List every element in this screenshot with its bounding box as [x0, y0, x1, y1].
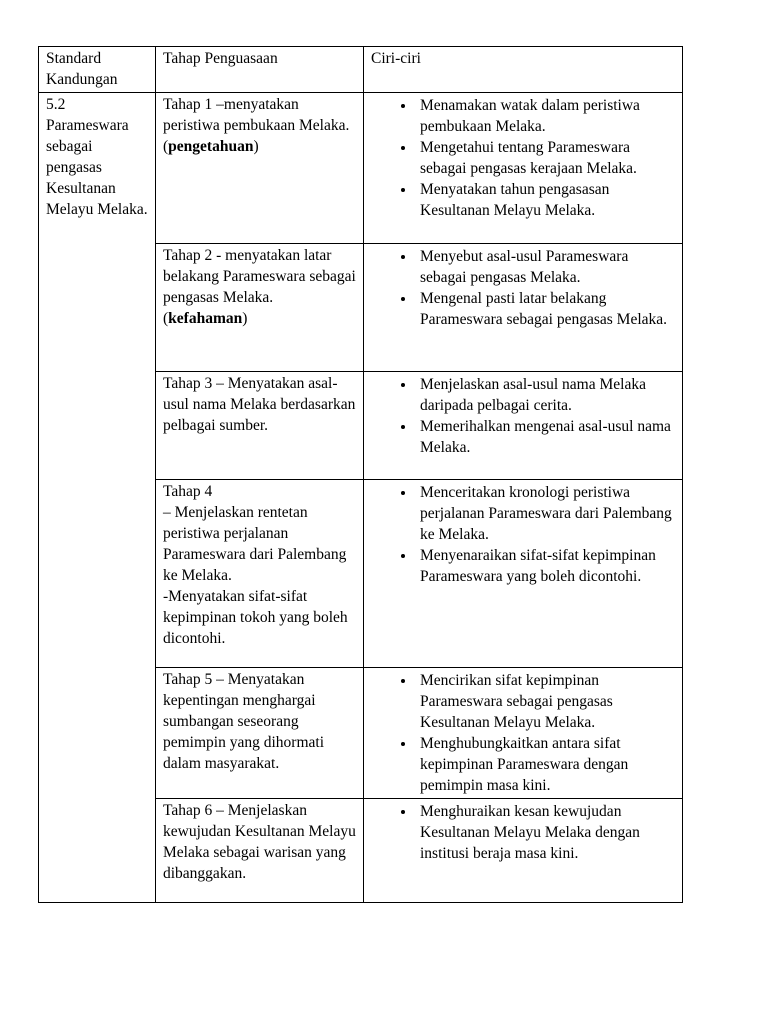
list-item: • Menyebut asal-usul Parameswara sebagai pengasas Melaka.	[416, 246, 676, 288]
header-ciri-ciri: Ciri-ciri	[364, 47, 683, 93]
tahap-text: Tahap 5 – Menyatakan kepentingan menghargai sumbangan seseorang pemimpin yang dihormati dalam masyarakat.	[163, 671, 325, 772]
tahap-text: – Menjelaskan rentetan peristiwa perjalanan Parameswara dari Palembang ke Melaka.	[163, 504, 347, 584]
ciri-cell	[364, 244, 683, 372]
list-item: • Menjelaskan asal-usul nama Melaka daripada pelbagai cerita.	[416, 374, 676, 416]
tahap-text: -Menyatakan sifat-sifat kepimpinan tokoh yang boleh dicontohi.	[163, 588, 348, 647]
ciri-list	[371, 801, 676, 864]
tahap-level-bold: kefahaman	[168, 310, 243, 327]
header-tahap-penguasaan: Tahap Penguasaan	[156, 47, 364, 93]
list-item: • Menghubungkaitkan antara sifat kepimpinan Parameswara dengan pemimpin masa kini.	[416, 733, 676, 796]
list-item: • Menamakan watak dalam peristiwa pembukaan Melaka.	[416, 95, 676, 137]
ciri-cell	[364, 93, 683, 244]
tahap-text: Tahap 6 – Menjelaskan kewujudan Kesultanan Melayu Melaka sebagai warisan yang dibanggakan.	[163, 802, 356, 882]
ciri-list	[371, 374, 676, 458]
tahap-cell	[156, 93, 364, 244]
list-item: • Menceritakan kronologi peristiwa perjalanan Parameswara dari Palembang ke Melaka.	[416, 482, 676, 545]
tahap-text: Tahap 2 - menyatakan latar belakang Parameswara sebagai pengasas Melaka. (	[163, 247, 356, 327]
ciri-cell	[364, 372, 683, 480]
tahap-text: Tahap 4	[163, 483, 213, 500]
list-item: • Mengenal pasti latar belakang Parameswara sebagai pengasas Melaka.	[416, 288, 676, 330]
tahap-text: Tahap 3 – Menyatakan asal-usul nama Melaka berdasarkan pelbagai sumber.	[163, 375, 356, 434]
standard-table	[38, 46, 683, 903]
tahap-cell	[156, 372, 364, 480]
tahap-cell	[156, 668, 364, 799]
tahap-cell	[156, 244, 364, 372]
tahap-level-bold: pengetahuan	[168, 138, 254, 155]
ciri-cell	[364, 668, 683, 799]
tahap-text-end: )	[242, 310, 248, 327]
ciri-cell	[364, 799, 683, 903]
list-item: • Menyatakan tahun pengasasan Kesultanan Melayu Melaka.	[416, 179, 676, 221]
tahap-text-end: )	[253, 138, 259, 155]
list-item: • Menghuraikan kesan kewujudan Kesultanan Melayu Melaka dengan institusi beraja masa kini.	[416, 801, 676, 864]
list-item: • Menyenaraikan sifat-sifat kepimpinan Parameswara yang boleh dicontohi.	[416, 545, 676, 587]
header-standard-kandungan: Standard Kandungan	[39, 47, 156, 93]
list-item: • Mencirikan sifat kepimpinan Parameswara sebagai pengasas Kesultanan Melayu Melaka.	[416, 670, 676, 733]
header-row	[39, 47, 683, 93]
tahap-cell	[156, 799, 364, 903]
ciri-list	[371, 246, 676, 330]
list-item: • Mengetahui tentang Parameswara sebagai pengasas kerajaan Melaka.	[416, 137, 676, 179]
ciri-list	[371, 95, 676, 221]
table-row-tahap-1	[39, 93, 683, 244]
standard-kandungan-cell: 5.2 Parameswara sebagai pengasas Kesultanan Melayu Melaka.	[39, 93, 156, 903]
ciri-cell	[364, 480, 683, 668]
tahap-cell	[156, 480, 364, 668]
ciri-list	[371, 482, 676, 587]
ciri-list	[371, 670, 676, 796]
list-item: • Memerihalkan mengenai asal-usul nama Melaka.	[416, 416, 676, 458]
tahap-text: Tahap 1 –menyatakan peristiwa pembukaan Melaka. (	[163, 96, 350, 155]
